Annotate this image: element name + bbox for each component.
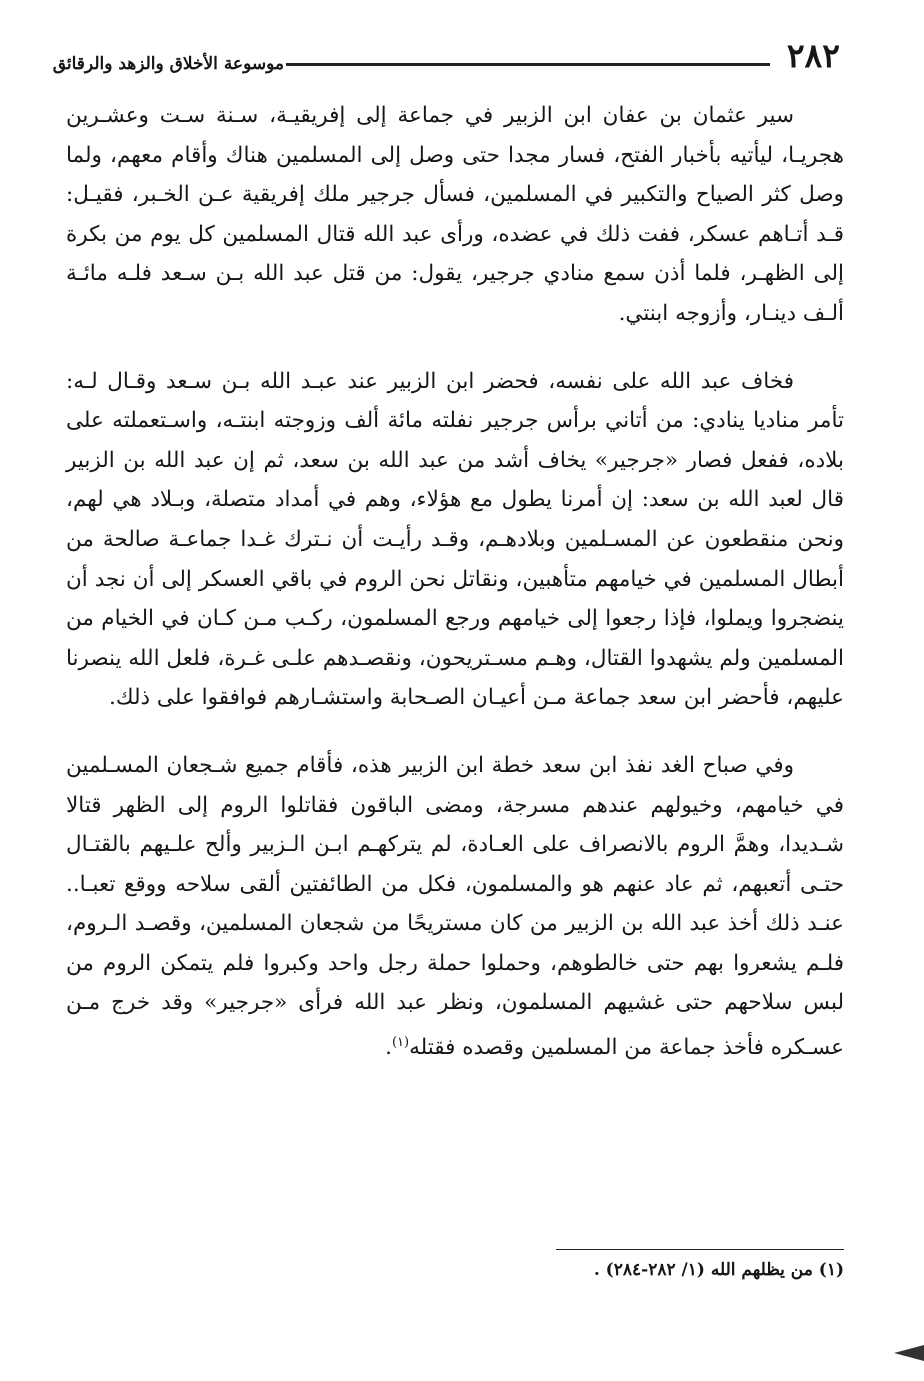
paragraph-1: سير عثمان بن عفان ابن الزبير في جماعة إلى إفريقيـة، سـنة سـت وعشـرين هجريـا، ليأتيه بأخبار الفتح، فسار مجدا حتى وصل إلى المسلمين هناك وأقام معهم، ولما وصل كثر الصياح والتكبير في المسلمين، فسأل جرجير ملك إفريقية عـن الخـبر، فقيـل: قـد أتـاهم عسكر، ففت ذلك في عضده، ورأى عبد الله قتال المسلمين كل يوم من بكرة إلى الظهـر، فلما أذن سمع منادي جرجير، يقول: من قتل عبد الله بـن سـعد فلـه مائـة ألـف دينـار، وأزوجه ابنتي. <box>66 103 844 326</box>
page-header <box>48 36 840 86</box>
paragraph-3: وفي صباح الغد نفذ ابن سعد خطة ابن الزبير هذه، فأقام جميع شـجعان المسـلمين في خيامهم، وخيولهم عندهم مسرجة، ومضى الباقون فقاتلوا الروم إلى الظهر قتالا شـديدا، وهمَّ الروم بالانصراف على العـادة، لم يتركهـم ابـن الـزبير وألح علـيهم بالقتـال حتـى أتعبهم، ثم عاد عنهم هو والمسلمون، فكل من الطائفتين ألقى سلاحه ووقع تعبـا.. عنـد ذلك أخذ عبد الله بن الزبير من كان مستريحًا من شجعان المسلمين، وقصـد الـروم، فلـم يشعروا بهم حتى خالطوهم، وحملوا حملة رجل واحد وكبروا فلم يتمكن الروم من لبس سلاحهم حتى غشيهم المسلمون، ونظر عبد الله فرأى «جرجير» وقد خرج مـن عسـكره فأخذ جماعة من المسلمين وقصده فقتله$^{(١)}$. <box>66 752 844 1061</box>
main-text <box>66 96 844 1096</box>
footnote-marker: (١) <box>391 1035 410 1051</box>
running-title: موسوعة الأخلاق والزهد والرقائق <box>52 54 284 74</box>
page-corner-mark <box>894 1345 924 1361</box>
paragraph-2: فخاف عبد الله على نفسه، فحضر ابن الزبير عند عبـد الله بـن سـعد وقـال لـه: تأمر مناديا ينادي: من أتاني برأس جرجير نفلته مائة ألف وزوجته ابنتـه، واسـتعملته على بلاده، ففعل فصار «جرجير» يخاف أشد من عبد الله بن سعد، ثم إن عبد الله بن الزبير قال لعبد الله بن سعد: إن أمرنا يطول مع هؤلاء، وهم في أمداد متصلة، وبـلاد هي لهم، ونحن منقطعون عن المسـلمين وبلادهـم، وقـد رأيـت أن نـترك غـدا جماعـة صالحة من أبطال المسلمين في خيامهم متأهبين، ونقاتل نحن الروم في باقي العسكر إلى أن نجد أن ينضجروا ويملوا، فإذا رجعوا إلى خيامهم ورجع المسلمون، ركـب مـن كـان في الخيام من المسلمين ولم يشهدوا القتال، وهـم مسـتريحون، ونقصـدهم علـى غـرة، فلعل الله ينصرنا عليهم، فأحضر ابن سعد جماعة مـن أعيـان الصـحابة واستشـارهم فوافقوا على ذلك. <box>66 368 844 711</box>
paragraph-3-text: وفي صباح الغد نفذ ابن سعد خطة ابن الزبير هذه، فأقام جميع شـجعان المسـلمين في خيامهم، وخيولهم عندهم مسرجة، ومضى الباقون فقاتلوا الروم إلى الظهر قتالا شـديدا، وهمَّ الروم بالانصراف على العـادة، لم يتركهـم ابـن الـزبير وألح علـيهم بالقتـال حتـى أتعبهم، ثم عاد عنهم هو والمسلمون، فكل من الطائفتين ألقى سلاحه ووقع تعبـا.. عنـد ذلك أخذ عبد الله بن الزبير من كان مستريحًا من شجعان المسلمين، وقصـد الـروم، فلـم يشعروا بهم حتى خالطوهم، وحملوا حملة رجل واحد وكبروا فلم يتمكن الروم من لبس سلاحهم حتى غشيهم المسلمون، ونظر عبد الله فرأى «جرجير» وقد خرج مـن عسـكره فأخذ جماعة من المسلمين وقصده فقتله <box>66 752 844 1061</box>
footnote: (١) من يظلهم الله (١/ ٢٨٢-٢٨٤) . <box>593 1260 844 1280</box>
footnote-rule <box>556 1249 844 1250</box>
page-number: ٢٨٢ <box>786 36 840 75</box>
header-rule <box>286 63 770 66</box>
